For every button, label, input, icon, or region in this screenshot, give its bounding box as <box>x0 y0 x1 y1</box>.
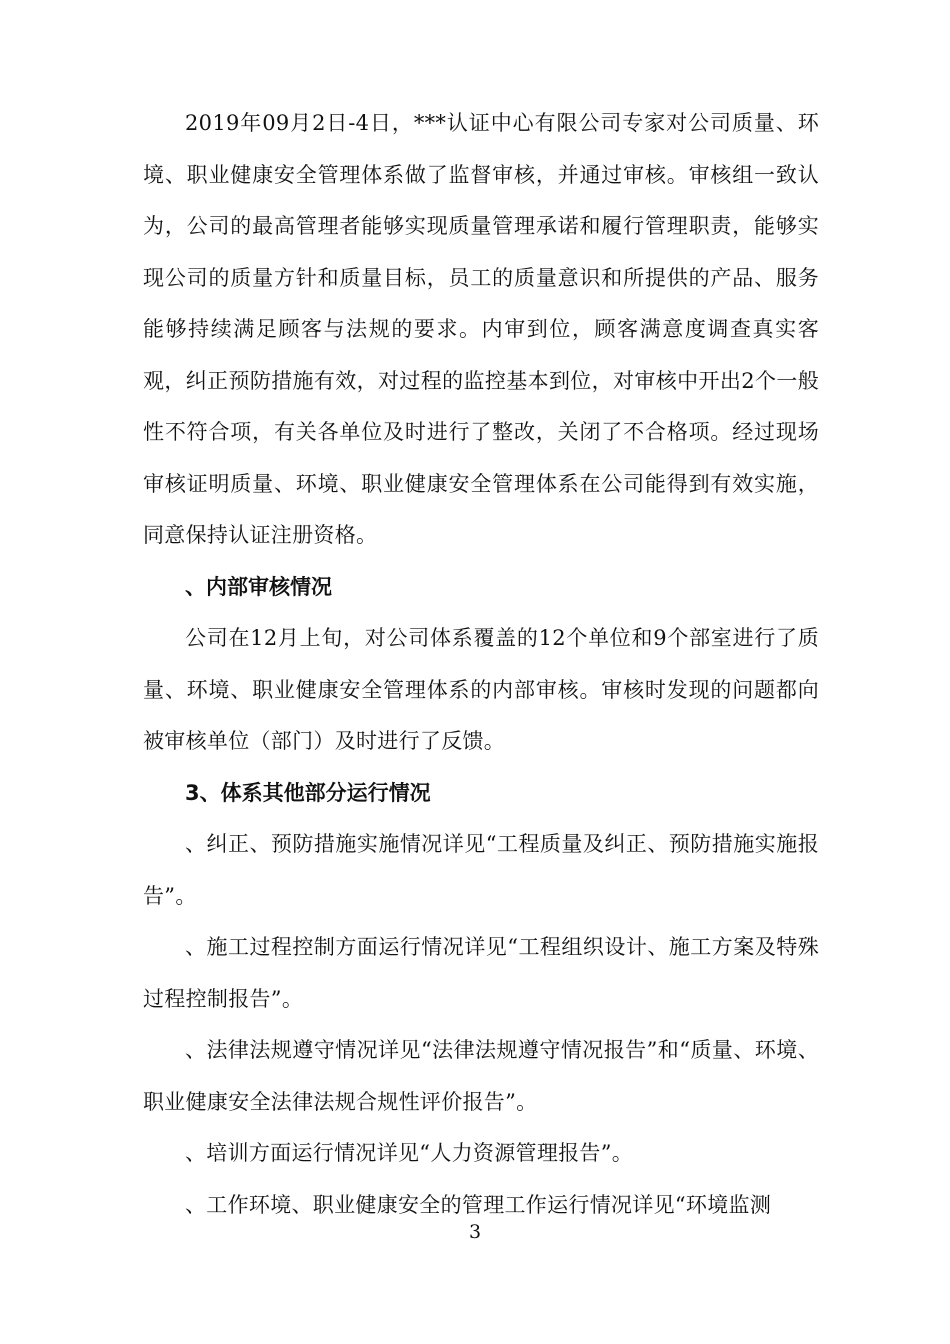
paragraph-internal-audit: 公司在12月上旬，对公司体系覆盖的12个单位和9个部室进行了质量、环境、职业健康安全管理体系的内部审核。审核时发现的问题都向被审核单位（部门）及时进行了反馈。 <box>143 626 819 753</box>
section-heading-internal-audit: 、内部审核情况 <box>185 574 332 599</box>
paragraph-training: 、培训方面运行情况详见“人力资源管理报告”。 <box>185 1141 634 1165</box>
paragraph-work-environment: 、工作环境、职业健康安全的管理工作运行情况详见“环境监测 <box>185 1192 772 1217</box>
paragraph-corrective-actions: 、纠正、预防措施实施情况详见“工程质量及纠正、预防措施实施报告”。 <box>143 832 819 908</box>
section-heading-other-operations: 3、体系其他部分运行情况 <box>185 780 431 805</box>
paragraph-audit-summary: 2019年09月2日-4日，***认证中心有限公司专家对公司质量、环境、职业健康安全管理体系做了监督审核，并通过审核。审核组一致认为，公司的最高管理者能够实现质量管理承诺和履行管理职责，能够实现公司的质量方针和质量目标，员工的质量意识和所提供的产品、服务能够持续满足顾客与法规的要求。内审到位，顾客满意度调查真实客观，纠正预防措施有效，对过程的监控基本到位，对审核中开出2个一般性不符合项，有关各单位及时进行了整改，关闭了不合格项。经过现场审核证明质量、环境、职业健康安全管理体系在公司能得到有效实施，同意保持认证注册资格。 <box>143 111 819 547</box>
page-number: 3 <box>468 1221 482 1243</box>
paragraph-legal-compliance: 、法律法规遵守情况详见“法律法规遵守情况报告”和“质量、环境、职业健康安全法律法规合规性评价报告”。 <box>143 1038 819 1114</box>
document-body <box>143 98 819 1231</box>
paragraph-process-control: 、施工过程控制方面运行情况详见“工程组织设计、施工方案及特殊过程控制报告”。 <box>143 935 819 1011</box>
